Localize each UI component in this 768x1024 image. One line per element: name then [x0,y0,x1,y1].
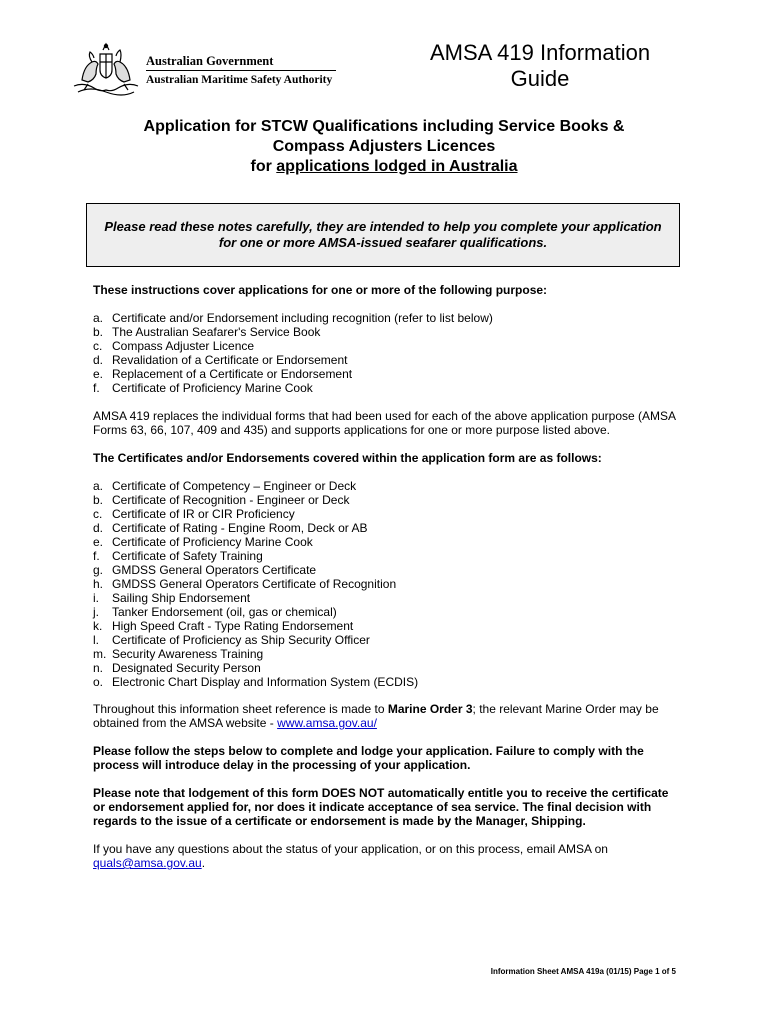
application-title-line3 [80,157,688,177]
notice-box [86,203,680,267]
document-title-line1: AMSA 419 Information [429,40,651,65]
authority-name: Australian Maritime Safety Authority [146,74,333,86]
list-marker: d. [93,353,104,367]
list-item-text: Certificate of Competency – Engineer or Deck [112,479,357,493]
list-marker: c. [93,507,103,521]
coat-of-arms-logo [70,40,142,98]
replaces-paragraph: AMSA 419 replaces the individual forms that had been used for each of the above application purpose (AMSA Forms 63, 66, 107, 409 and 435) and supports applications for one or more purpose listed above. [93,409,676,437]
certificate-list-item [93,507,683,521]
list-item-text: Certificate of Proficiency as Ship Security Officer [112,633,370,647]
certificate-list-item [93,647,683,661]
certificate-list-item [93,563,683,577]
marine-order-ref: Marine Order 3 [387,702,473,716]
purpose-list-item [93,353,683,367]
purpose-list [93,311,683,395]
purpose-list-item [93,325,683,339]
amsa-website-link[interactable]: www.amsa.gov.au/ [277,716,377,730]
list-marker: l. [93,633,99,647]
list-item-text: High Speed Craft - Type Rating Endorsement [112,619,354,633]
certificate-list-item [93,479,683,493]
certificates-list [93,479,683,689]
contact-pre: If you have any questions about the status of your application, or on this process, email AMSA on [93,842,608,856]
document-title-line2: Guide [510,66,570,91]
certificate-list-item [93,675,683,689]
purpose-list-item [93,381,683,395]
purpose-list-item [93,339,683,353]
list-item-text: Certificate of IR or CIR Proficiency [112,507,295,521]
list-item-text: Certificate of Recognition - Engineer or Deck [112,493,350,507]
marine-order-pre: Throughout this information sheet reference is made to [93,702,388,716]
certificate-list-item [93,591,683,605]
list-marker: i. [93,591,99,605]
list-item-text: Tanker Endorsement (oil, gas or chemical) [112,605,337,619]
document-title [398,40,682,92]
list-marker: f. [93,549,100,563]
list-item-text: Sailing Ship Endorsement [112,591,251,605]
certificate-list-item [93,619,683,633]
list-marker: c. [93,339,103,353]
list-item-text: Certificate of Rating - Engine Room, Deck or AB [112,521,368,535]
list-marker: d. [93,521,104,535]
certificate-list-item [93,633,683,647]
list-marker: m. [93,647,107,661]
certificates-heading: The Certificates and/or Endorsements covered within the application form are as follows: [93,451,602,465]
list-marker: h. [93,577,104,591]
marine-order-paragraph [93,702,683,730]
certificate-list-item [93,549,683,563]
title-underlined: applications lodged in Australia [276,158,518,175]
steps-paragraph: Please follow the steps below to complete and lodge your application. Failure to comply with the process will introduce delay in the processing of your application. [93,744,644,772]
list-item-text: Revalidation of a Certificate or Endorsement [112,353,348,367]
list-item-text: Designated Security Person [112,661,261,675]
certificate-list-item [93,661,683,675]
list-item-text: Certificate of Safety Training [112,549,263,563]
purpose-list-item [93,367,683,381]
application-title-line1: Application for STCW Qualifications including Service Books & [143,118,625,135]
instructions-body [93,283,683,870]
list-marker: e. [93,535,104,549]
contact-paragraph [93,842,683,870]
list-item-text: Certificate and/or Endorsement including recognition (refer to list below) [112,311,493,325]
list-item-text: Certificate of Proficiency Marine Cook [112,381,313,395]
list-item-text: GMDSS General Operators Certificate of Recognition [112,577,397,591]
certificate-list-item [93,535,683,549]
lodgement-paragraph: Please note that lodgement of this form DOES NOT automatically entitle you to receive the certificate or endorsement applied for, nor does it indicate acceptance of sea service. The final decision with regards to the issue of a certificate or endorsement is made by the Manager, Shipping. [93,786,669,828]
certificate-list-item [93,493,683,507]
purpose-heading: These instructions cover applications for one or more of the following purpose: [93,283,548,297]
application-title-line2: Compass Adjusters Licences [272,138,496,155]
marine-order-mid: ; the relevant Marine Order may be obtained from the AMSA website - [93,702,659,730]
list-marker: j. [93,605,99,619]
list-item-text: GMDSS General Operators Certificate [112,563,317,577]
page-header [68,36,708,106]
list-marker: g. [93,563,104,577]
application-title [80,117,688,177]
list-marker: b. [93,325,104,339]
list-marker: a. [93,311,104,325]
list-item-text: The Australian Seafarer's Service Book [112,325,321,339]
list-marker: a. [93,479,104,493]
list-item-text: Security Awareness Training [112,647,264,661]
title-prefix: for [250,158,277,175]
list-item-text: Certificate of Proficiency Marine Cook [112,535,313,549]
agency-name-block [146,54,336,87]
purpose-list-item [93,311,683,325]
list-item-text: Electronic Chart Display and Information System (ECDIS) [112,675,419,689]
notice-text: Please read these notes carefully, they are intended to help you complete your application for one or more AMSA-issued seafarer qualifications. [104,219,662,250]
list-item-text: Compass Adjuster Licence [112,339,255,353]
list-item-text: Replacement of a Certificate or Endorsement [112,367,353,381]
contact-post: . [201,856,206,870]
page-footer: Information Sheet AMSA 419a (01/15) Page 1 of 5 [490,967,676,976]
list-marker: f. [93,381,100,395]
quals-email-link[interactable]: quals@amsa.gov.au [93,856,202,870]
certificate-list-item [93,521,683,535]
government-name: Australian Government [146,54,274,68]
list-marker: o. [93,675,104,689]
list-marker: k. [93,619,103,633]
certificate-list-item [93,605,683,619]
certificate-list-item [93,577,683,591]
agency-divider [146,70,336,71]
list-marker: n. [93,661,104,675]
list-marker: b. [93,493,104,507]
list-marker: e. [93,367,104,381]
